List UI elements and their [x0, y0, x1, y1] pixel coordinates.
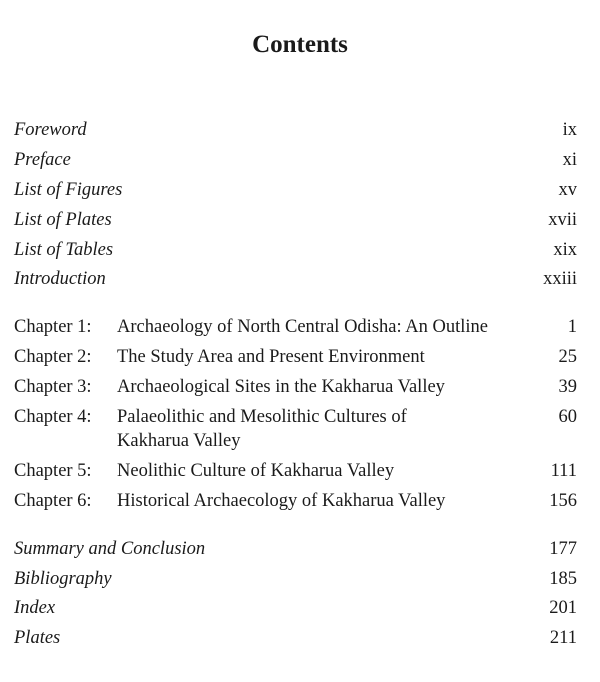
- toc-entry-label: List of Tables: [14, 240, 114, 260]
- chapter-number: Chapter 6:: [14, 491, 92, 511]
- chapter-number: Chapter 2:: [14, 347, 92, 367]
- toc-entry-introduction: [0, 267, 600, 291]
- toc-entry-label: List of Figures: [14, 180, 123, 200]
- toc-entry-list-of-tables: [0, 238, 600, 262]
- toc-entry-label: Introduction: [14, 269, 106, 289]
- toc-entry-label: Index: [14, 598, 56, 618]
- chapter-number: Chapter 4:: [14, 407, 92, 427]
- chapter-number: Chapter 5:: [14, 461, 92, 481]
- toc-chapter-2: [0, 345, 600, 369]
- toc-entry-list-of-figures: [0, 178, 600, 202]
- toc-entry-page: 185: [549, 569, 577, 589]
- chapter-title: The Study Area and Present Environment: [117, 347, 425, 367]
- toc-entry-page: 156: [549, 491, 577, 511]
- toc-entry-page: 177: [549, 539, 577, 559]
- toc-entry-label: Summary and Conclusion: [14, 539, 206, 559]
- toc-chapter-3: [0, 375, 600, 399]
- toc-chapter-5: [0, 459, 600, 483]
- toc-entry-page: 39: [558, 377, 577, 397]
- toc-entry-page: xvii: [548, 210, 577, 230]
- toc-entry-bibliography: [0, 567, 600, 591]
- toc-entry-label: Foreword: [14, 120, 87, 140]
- toc-entry-page: xix: [553, 240, 577, 260]
- toc-entry-label: List of Plates: [14, 210, 112, 230]
- toc-entry-label: Preface: [14, 150, 71, 170]
- toc-entry-label: Plates: [14, 628, 61, 648]
- toc-entry-page: 60: [558, 407, 577, 427]
- toc-entry-plates: [0, 626, 600, 650]
- toc-chapter-6: [0, 489, 600, 513]
- toc-entry-list-of-plates: [0, 208, 600, 232]
- toc-entry-index: [0, 596, 600, 620]
- toc-entry-label: Bibliography: [14, 569, 112, 589]
- toc-entry-page: 1: [567, 317, 577, 337]
- toc-entry-page: 201: [549, 598, 577, 618]
- toc-entry-page: 111: [550, 461, 577, 481]
- chapter-title: Historical Archaecology of Kakharua Valley: [117, 491, 446, 511]
- toc-entry-page: 211: [549, 628, 577, 648]
- chapter-number: Chapter 3:: [14, 377, 92, 397]
- chapter-title: Archaeology of North Central Odisha: An Outline: [117, 317, 488, 337]
- toc-chapter-1: [0, 315, 600, 339]
- toc-entry-preface: [0, 148, 600, 172]
- toc-chapter-4: [0, 405, 600, 453]
- toc-entry-page: 25: [558, 347, 577, 367]
- chapter-title: Archaeological Sites in the Kakharua Valley: [117, 377, 445, 397]
- toc-entry-foreword: [0, 118, 600, 142]
- chapter-title: Neolithic Culture of Kakharua Valley: [117, 461, 395, 481]
- toc-entry-summary-and-conclusion: [0, 537, 600, 561]
- page-title: Contents: [252, 31, 348, 58]
- toc-entry-page: xxiii: [543, 269, 577, 289]
- chapter-title: Palaeolithic and Mesolithic Cultures of Kakharua Valley: [117, 407, 407, 451]
- toc-entry-page: xi: [562, 150, 577, 170]
- toc-entry-page: ix: [562, 120, 577, 140]
- chapter-number: Chapter 1:: [14, 317, 92, 337]
- toc-entry-page: xv: [558, 180, 577, 200]
